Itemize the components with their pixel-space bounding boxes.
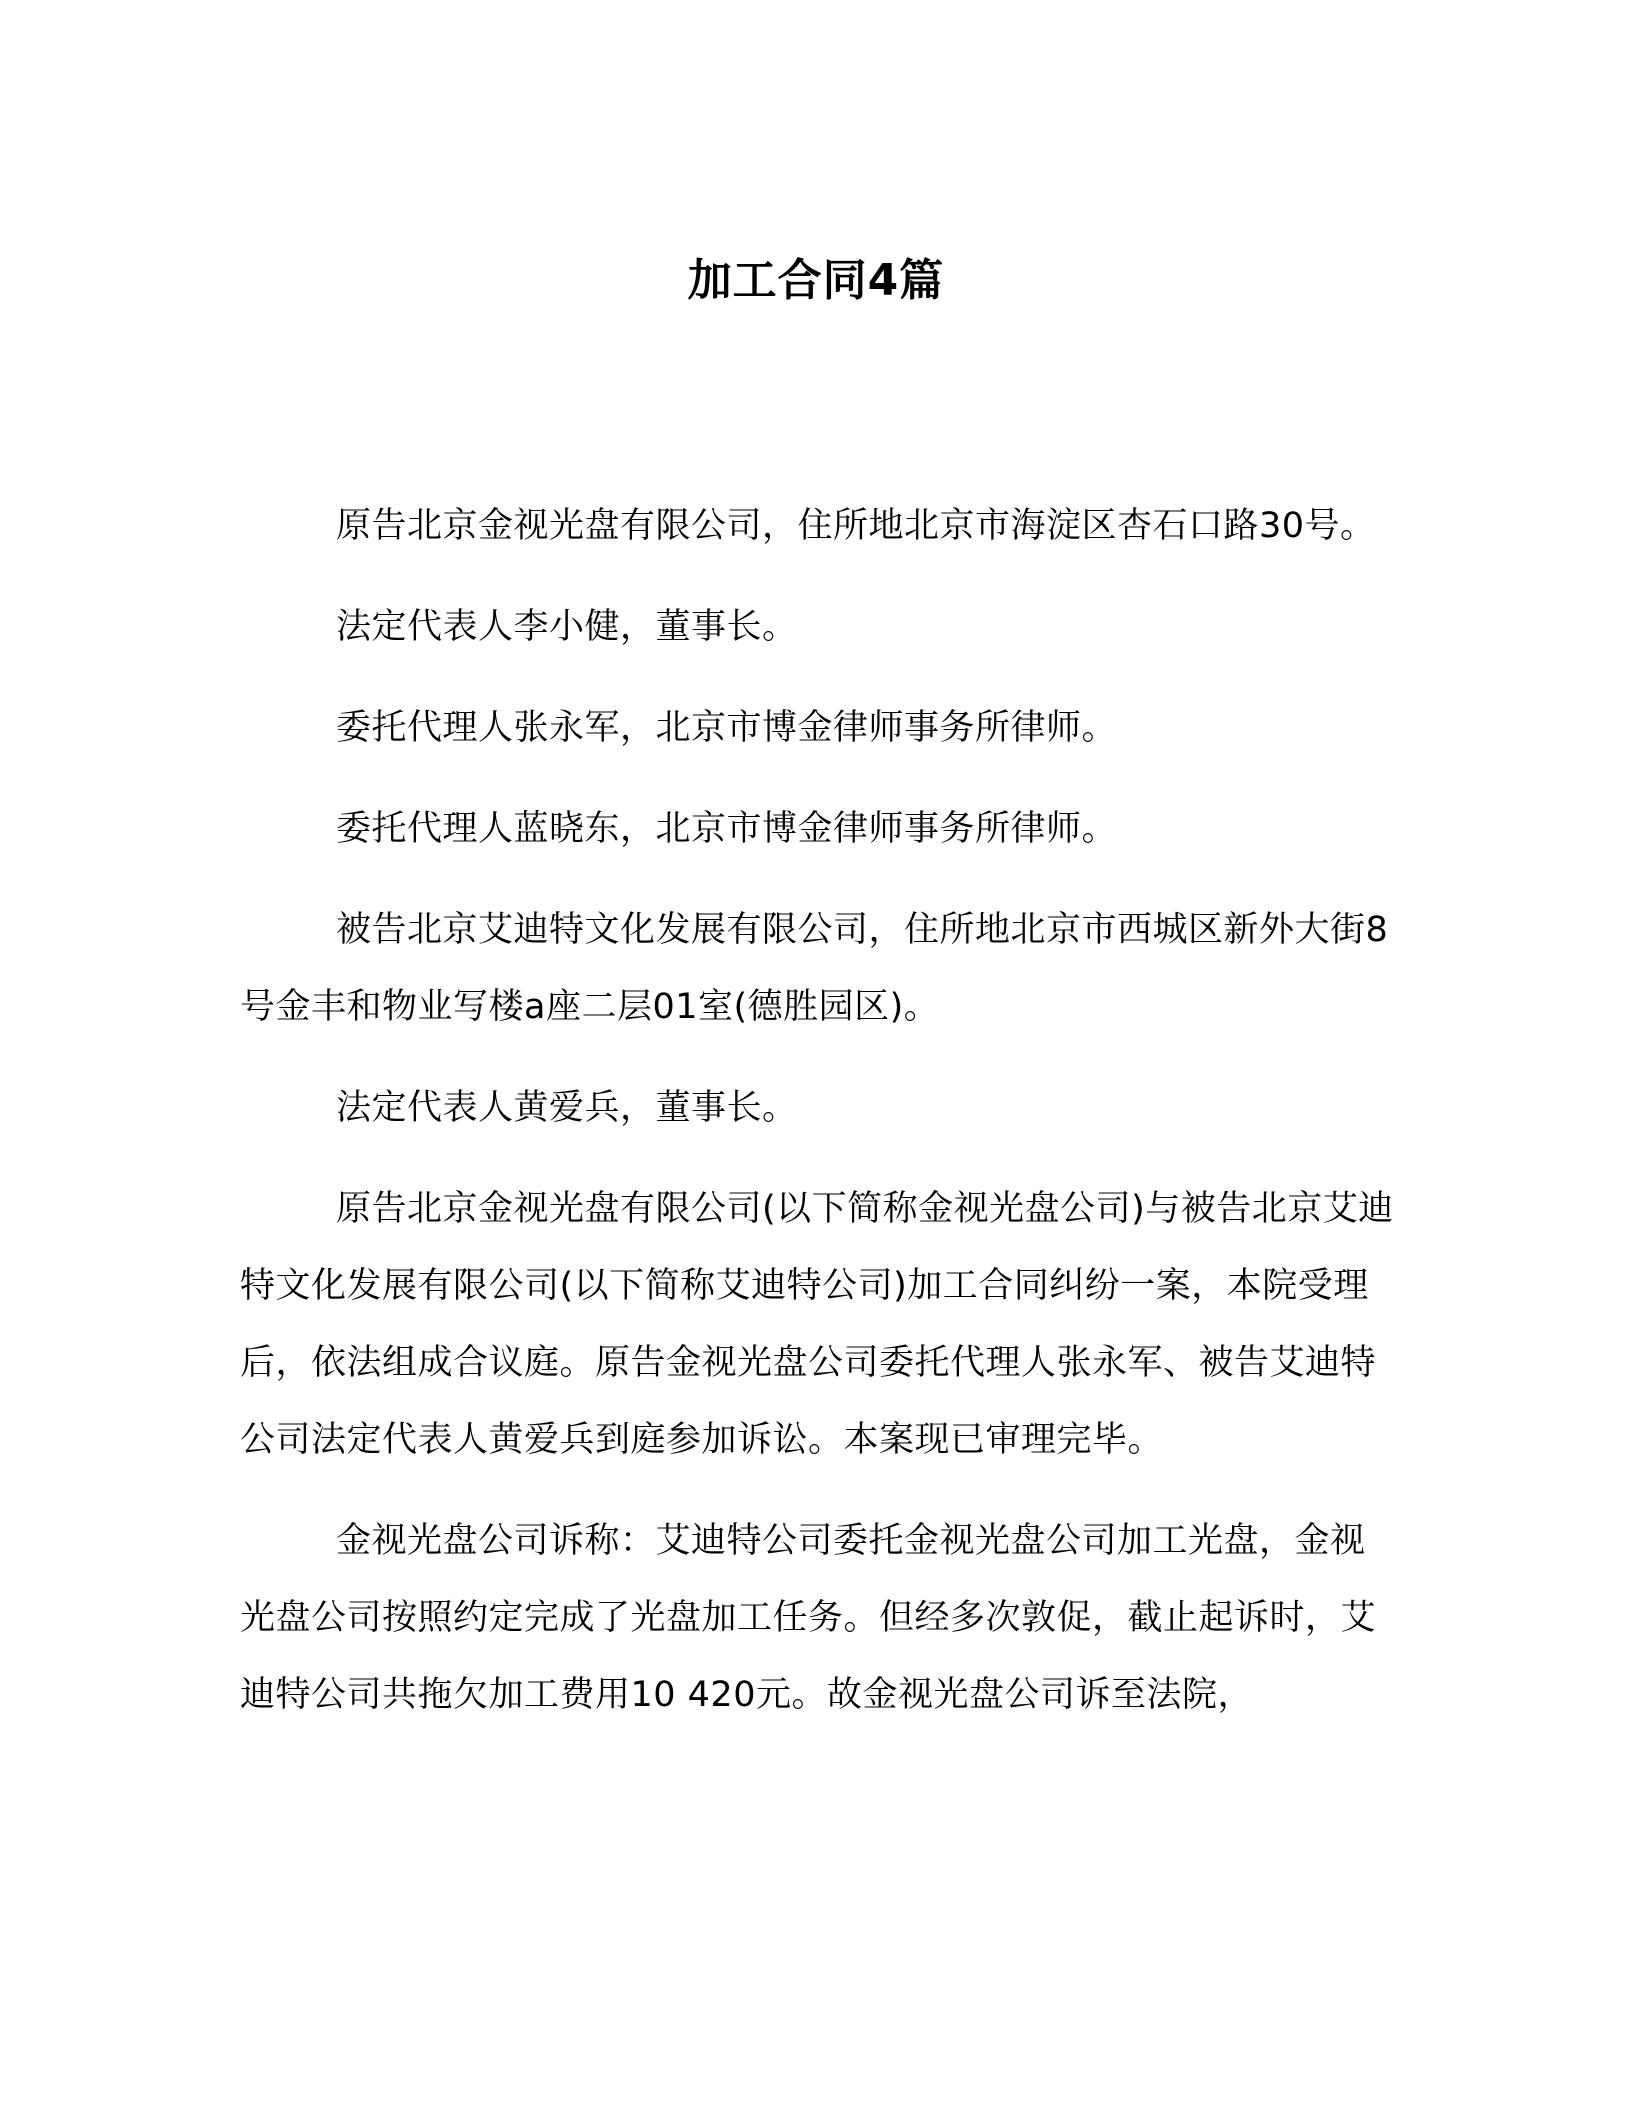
paragraph-plaintiff-claim: 金视光盘公司诉称：艾迪特公司委托金视光盘公司加工光盘，金视光盘公司按照约定完成了光盘加工任务。但经多次敦促，截止起诉时，艾迪特公司共拖欠加工费用10 420元。故金视光盘公司诉至法院，	[240, 1521, 1377, 1715]
paragraph-agent-lan: 委托代理人蓝晓东，北京市博金律师事务所律师。	[336, 809, 1118, 849]
paragraph-plaintiff: 原告北京金视光盘有限公司，住所地北京市海淀区杏石口路30号。	[336, 506, 1376, 546]
document-title: 加工合同4篇	[687, 255, 945, 307]
paragraph-agent-zhang: 委托代理人张永军，北京市博金律师事务所律师。	[336, 708, 1118, 748]
paragraph-plaintiff-representative: 法定代表人李小健，董事长。	[336, 607, 798, 647]
paragraph-defendant: 被告北京艾迪特文化发展有限公司，住所地北京市西城区新外大街8号金丰和物业写楼a座二层01室(德胜园区)。	[240, 910, 1389, 1027]
paragraph-case-summary: 原告北京金视光盘有限公司(以下简称金视光盘公司)与被告北京艾迪特文化发展有限公司(以下简称艾迪特公司)加工合同纠纷一案，本院受理后，依法组成合议庭。原告金视光盘公司委托代理人张永军、被告艾迪特公司法定代表人黄爱兵到庭参加诉讼。本案现已审理完毕。	[240, 1189, 1394, 1460]
document-body	[240, 488, 1400, 1758]
paragraph-defendant-representative: 法定代表人黄爱兵，董事长。	[336, 1088, 798, 1128]
